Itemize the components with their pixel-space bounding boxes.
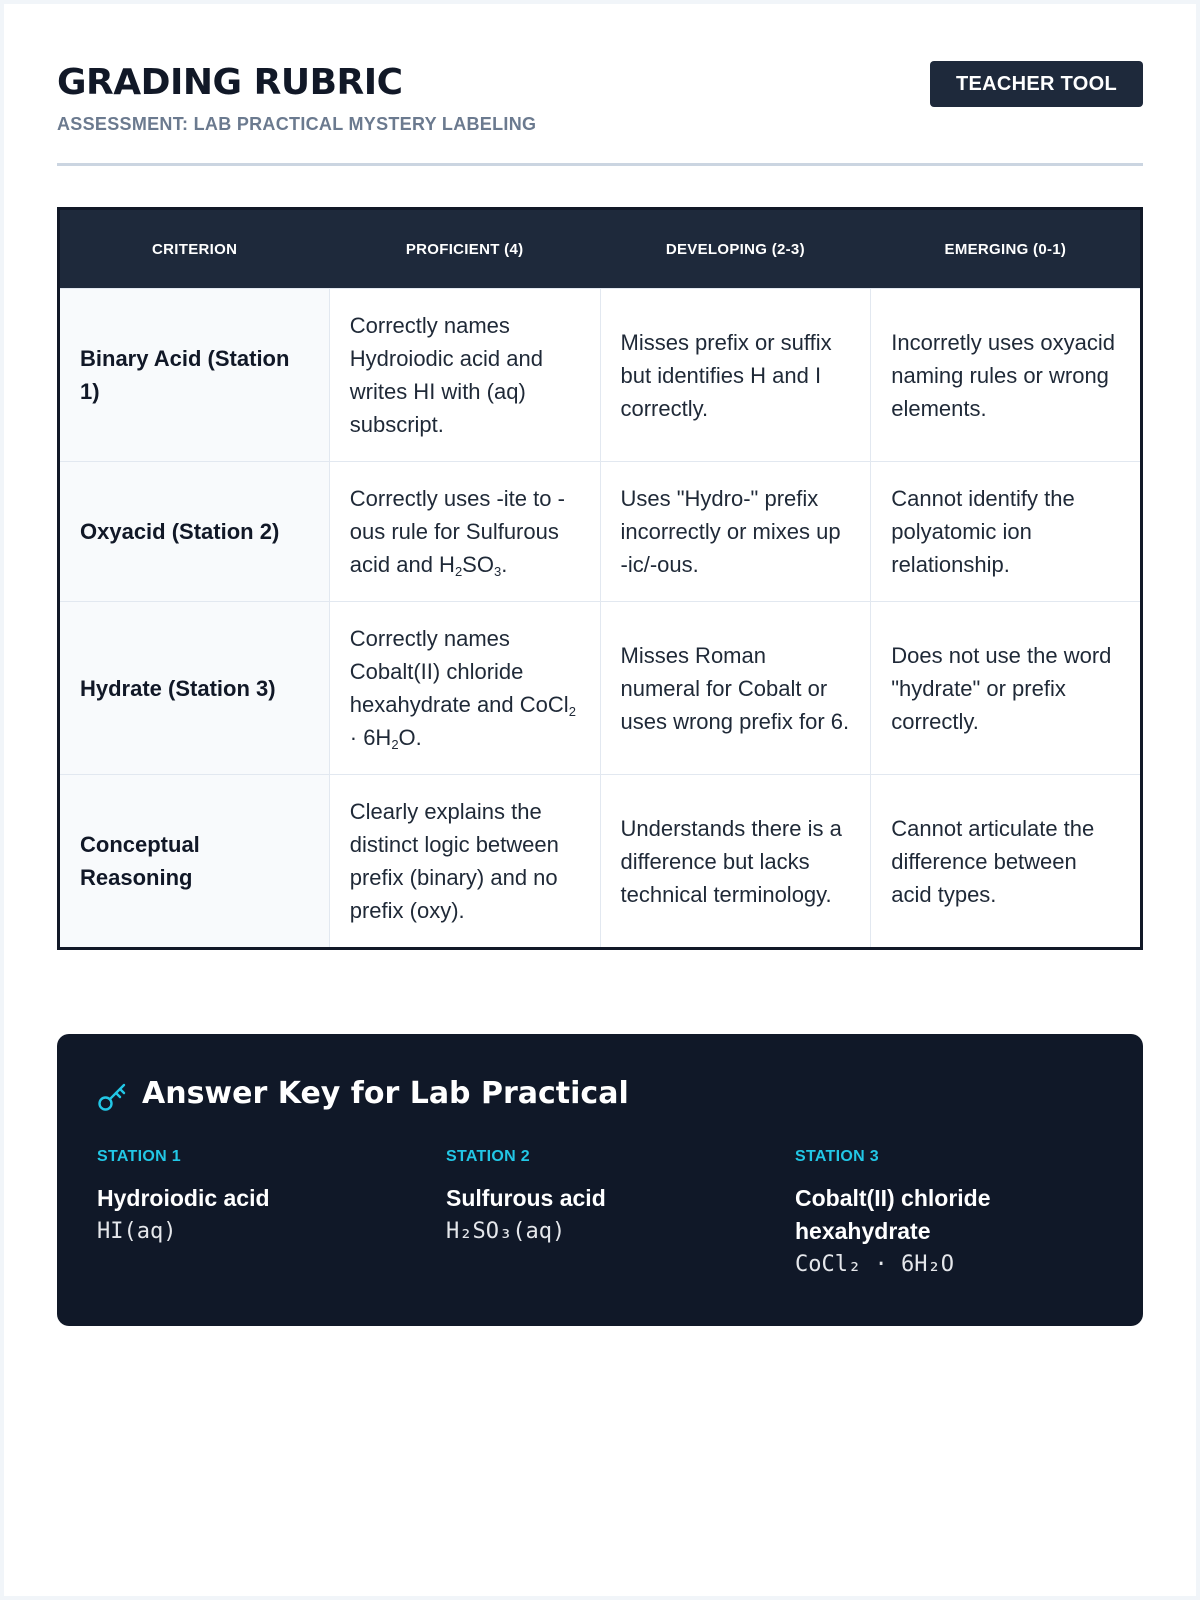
station-3-answer: [795, 1148, 1095, 1277]
station-label: STATION 2: [446, 1148, 530, 1165]
page-title: GRADING RUBRIC: [57, 62, 403, 103]
station-compound-name: Hydroiodic acid: [97, 1185, 270, 1211]
station-2-answer: [446, 1148, 746, 1244]
column-header-developing: DEVELOPING (2-3): [600, 209, 871, 289]
emerging-cell: Cannot articulate the difference between acid types.: [871, 775, 1142, 949]
emerging-cell: Incorretly uses oxyacid naming rules or wrong elements.: [871, 289, 1142, 462]
column-header-proficient: PROFICIENT (4): [329, 209, 600, 289]
proficient-cell: Clearly explains the distinct logic between prefix (binary) and no prefix (oxy).: [329, 775, 600, 949]
emerging-cell: Does not use the word "hydrate" or prefix correctly.: [871, 602, 1142, 775]
criterion-cell: Oxyacid (Station 2): [59, 462, 330, 602]
station-formula: HI(aq): [97, 1219, 177, 1244]
column-header-criterion: CRITERION: [59, 209, 330, 289]
developing-cell: Uses "Hydro-" prefix incorrectly or mixes up -ic/-ous.: [600, 462, 871, 602]
column-header-emerging: EMERGING (0-1): [871, 209, 1142, 289]
proficient-text: Correctly names Cobalt(II) chloride hexahydrate and: [349, 626, 524, 717]
table-row: [59, 775, 1142, 949]
proficient-text: Correctly uses -ite to -ous rule for Sulfurous acid and: [349, 486, 565, 577]
station-compound-name: Cobalt(II) chloride hexahydrate: [795, 1185, 991, 1244]
key-icon: [97, 1082, 127, 1112]
rubric-header-row: [59, 209, 1142, 289]
station-label: STATION 3: [795, 1148, 879, 1165]
chemical-formula: $H_2SO_3$: [439, 552, 502, 579]
table-row: [59, 289, 1142, 462]
table-row: [59, 462, 1142, 602]
criterion-cell: Conceptual Reasoning: [59, 775, 330, 949]
emerging-cell: Cannot identify the polyatomic ion relationship.: [871, 462, 1142, 602]
proficient-cell: Correctly names Hydroiodic acid and writes HI with (aq) subscript.: [329, 289, 600, 462]
developing-cell: Misses Roman numeral for Cobalt or uses wrong prefix for 6.: [600, 602, 871, 775]
teacher-tool-badge: TEACHER TOOL: [930, 61, 1143, 107]
station-label: STATION 1: [97, 1148, 181, 1165]
station-formula: H₂SO₃(aq): [446, 1219, 566, 1244]
proficient-cell: Correctly names Cobalt(II) chloride hexahydrate and CoCl$_2$ · $6H_2O$.: [329, 602, 600, 775]
answer-key-panel: [57, 1034, 1143, 1326]
developing-cell: Understands there is a difference but lacks technical terminology.: [600, 775, 871, 949]
station-compound-name: Sulfurous acid: [446, 1185, 606, 1211]
answer-key-title: Answer Key for Lab Practical: [142, 1076, 629, 1111]
chemical-formula: CoCl$_2$ · $6H_2O$: [349, 692, 576, 752]
station-1-answer: [97, 1148, 397, 1244]
station-formula: CoCl₂ · 6H₂O: [795, 1252, 954, 1277]
criterion-cell: Hydrate (Station 3): [59, 602, 330, 775]
developing-cell: Misses prefix or suffix but identifies H and I correctly.: [600, 289, 871, 462]
table-row: [59, 602, 1142, 775]
page-header: [57, 56, 1143, 166]
proficient-cell: Correctly uses -ite to -ous rule for Sulfurous acid and $H_2SO_3$.: [329, 462, 600, 602]
rubric-table: [57, 207, 1143, 950]
criterion-cell: Binary Acid (Station 1): [59, 289, 330, 462]
page-subtitle: ASSESSMENT: LAB PRACTICAL MYSTERY LABELING: [57, 114, 537, 134]
page: [4, 4, 1196, 1596]
